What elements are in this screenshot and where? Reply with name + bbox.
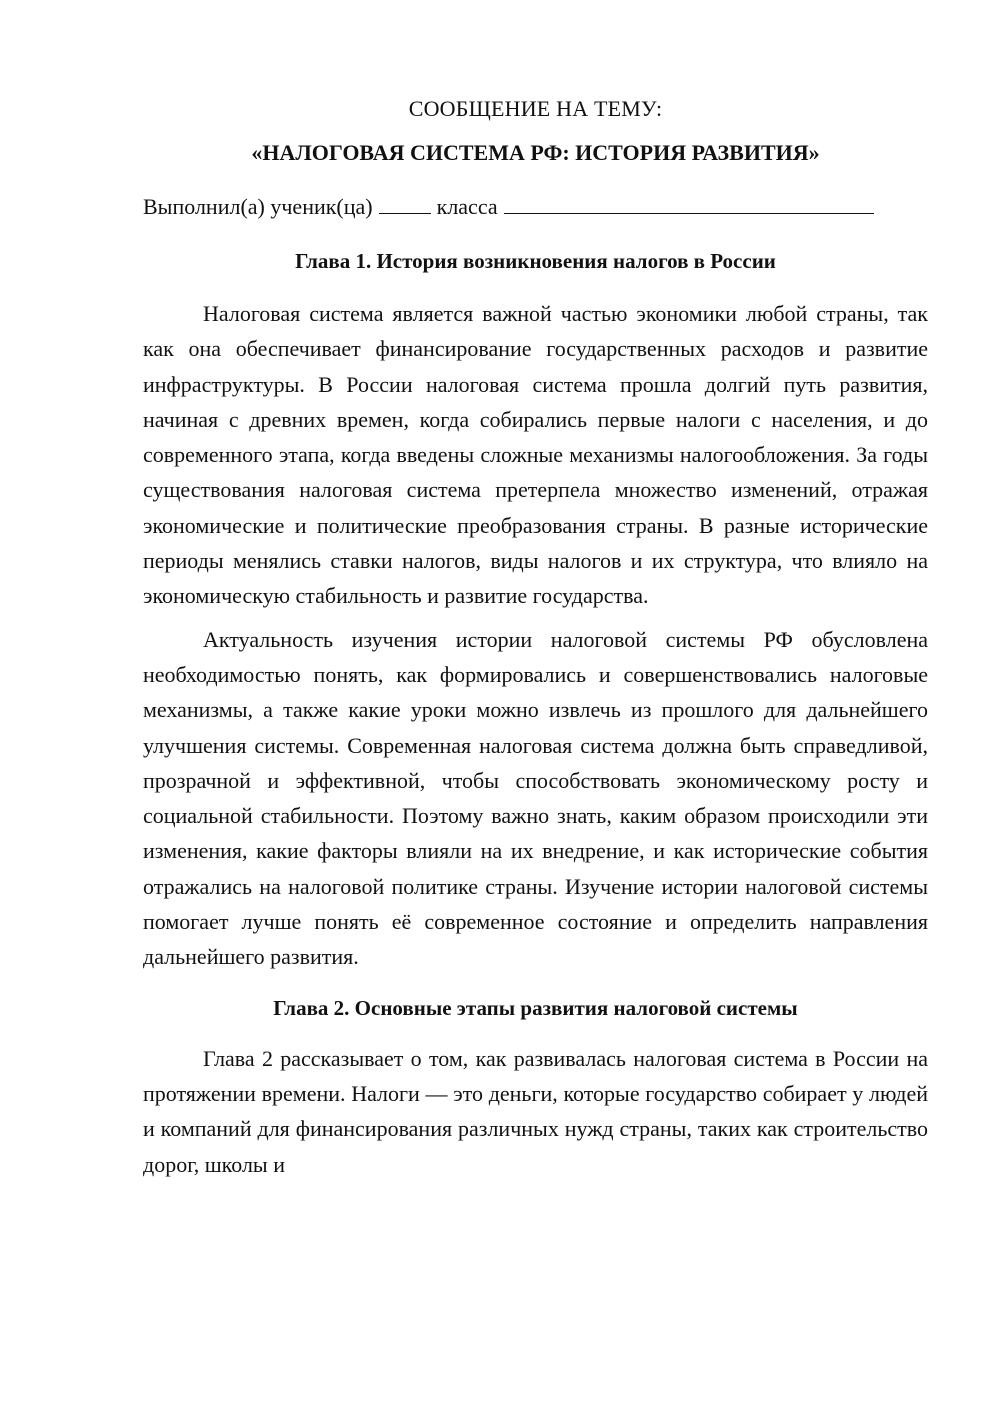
chapter2-heading: Глава 2. Основные этапы развития налоговой системы xyxy=(273,995,798,1020)
chapter2-paragraph-1: Глава 2 рассказывает о том, как развивалась налоговая система в России на протяжении времени. Налоги — это деньги, которые государство собирает у людей и компаний для финансирования различных нужд страны, таких как строительство дорог, школы и xyxy=(143,1045,928,1177)
performed-by-label: Выполнил(а) ученик(ца) xyxy=(143,194,373,219)
signature-line xyxy=(143,192,928,222)
document-title-topic: «НАЛОГОВАЯ СИСТЕМА РФ: ИСТОРИЯ РАЗВИТИЯ» xyxy=(251,140,820,165)
chapter1-heading: Глава 1. История возникновения налогов в России xyxy=(295,249,776,273)
student-name-blank xyxy=(504,193,874,214)
class-label: класса xyxy=(436,194,498,219)
document-title-line1: СООБЩЕНИЕ НА ТЕМУ: xyxy=(408,96,663,121)
chapter1-paragraph-1: Налоговая система является важной частью экономики любой страны, так как она обеспечивает финансирование государственных расходов и развитие инфраструктуры. В России налоговая система прошла долгий путь развития, начиная с древних времен, когда собирались первые налоги с населения, и до современного этапа, когда введены сложные механизмы налогообложения. За годы существования налоговая система претерпела множество изменений, отражая экономические и политические преобразования страны. В разные исторические периоды менялись ставки налогов, виды налогов и их структура, что влияло на экономическую стабильность и развитие государства. xyxy=(143,301,928,609)
class-number-blank xyxy=(379,193,431,214)
document-body xyxy=(143,94,928,1182)
chapter1-paragraph-2: Актуальность изучения истории налоговой системы РФ обусловлена необходимостью понять, как формировались и совершенствовались налоговые механизмы, а также какие уроки можно извлечь из прошлого для дальнейшего улучшения системы. Современная налоговая система должна быть справедливой, прозрачной и эффективной, чтобы способствовать экономическому росту и социальной стабильности. Поэтому важно знать, каким образом происходили эти изменения, какие факторы влияли на их внедрение, и как исторические события отражались на налоговой политике страны. Изучение истории налоговой системы помогает лучше понять её современное состояние и определить направления дальнейшего развития. xyxy=(143,626,928,970)
